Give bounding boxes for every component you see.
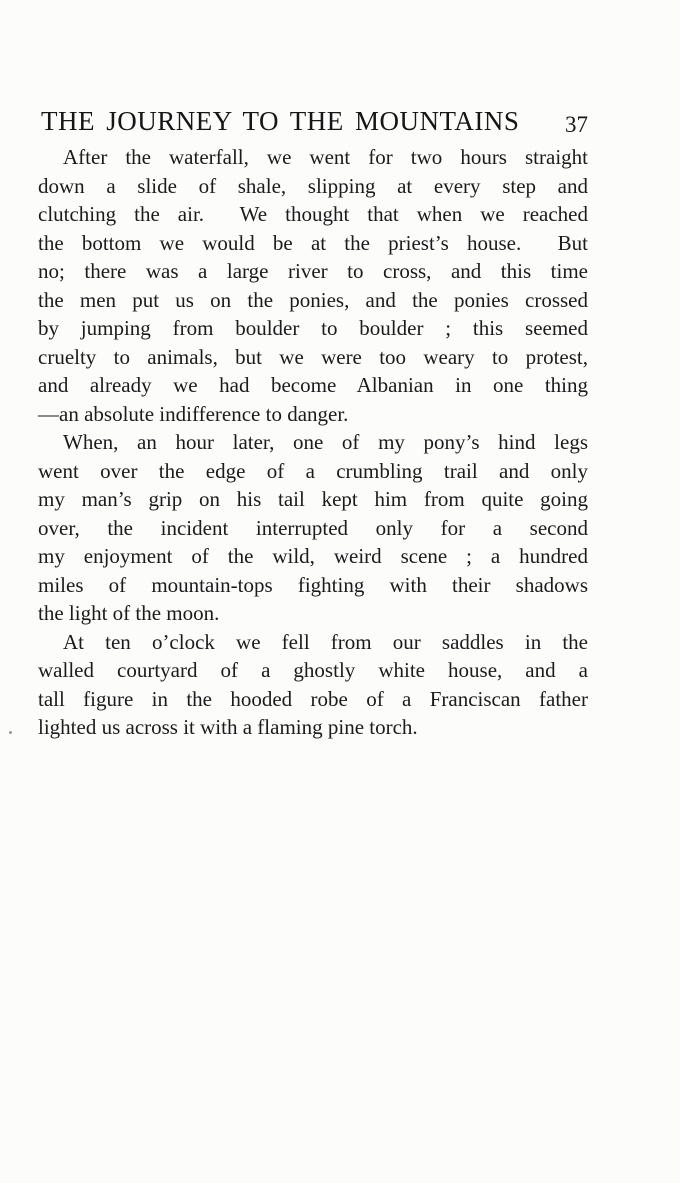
text-line: clutching the air. We thought that when we reached	[38, 202, 588, 226]
text-line: —an absolute indifference to danger.	[38, 401, 349, 426]
text-line: After the waterfall, we went for two hours straight	[63, 145, 588, 169]
page-number: 37	[565, 112, 588, 137]
text-line: walled courtyard of a ghostly white house, and a	[38, 658, 588, 682]
text-line: miles of mountain-tops fighting with their shadows	[38, 572, 588, 597]
text-line: went over the edge of a crumbling trail and only	[38, 458, 588, 483]
running-header	[41, 107, 588, 137]
chapter-title: THE JOURNEY TO THE MOUNTAINS	[41, 106, 520, 136]
paragraph-3	[38, 628, 588, 742]
text-line: by jumping from boulder to boulder ; this seemed	[38, 316, 588, 340]
text-line: no; there was a large river to cross, and this time	[38, 259, 588, 283]
text-line: At ten o’clock we fell from our saddles in the	[63, 629, 588, 654]
text-line: the bottom we would be at the priest’s house. But	[38, 230, 588, 255]
text-line: my enjoyment of the wild, weird scene ; a hundred	[38, 544, 588, 568]
text-line: over, the incident interrupted only for a second	[38, 515, 588, 540]
paragraph-1	[38, 143, 588, 428]
text-line: the light of the moon.	[38, 601, 220, 625]
text-line: and already we had become Albanian in one thing	[38, 373, 588, 397]
text-line: my man’s grip on his tail kept him from quite going	[38, 487, 588, 511]
text-line: down a slide of shale, slipping at every step and	[38, 173, 588, 198]
text-line: tall figure in the hooded robe of a Franciscan father	[38, 686, 588, 711]
scan-speck	[9, 731, 12, 734]
paragraph-2	[38, 428, 588, 628]
text-line: When, an hour later, one of my pony’s hind legs	[63, 430, 588, 454]
text-line: lighted us across it with a flaming pine torch.	[38, 715, 418, 739]
body-text	[38, 143, 588, 742]
text-line: cruelty to animals, but we were too weary to protest,	[38, 344, 588, 369]
text-line: the men put us on the ponies, and the ponies crossed	[38, 287, 588, 312]
